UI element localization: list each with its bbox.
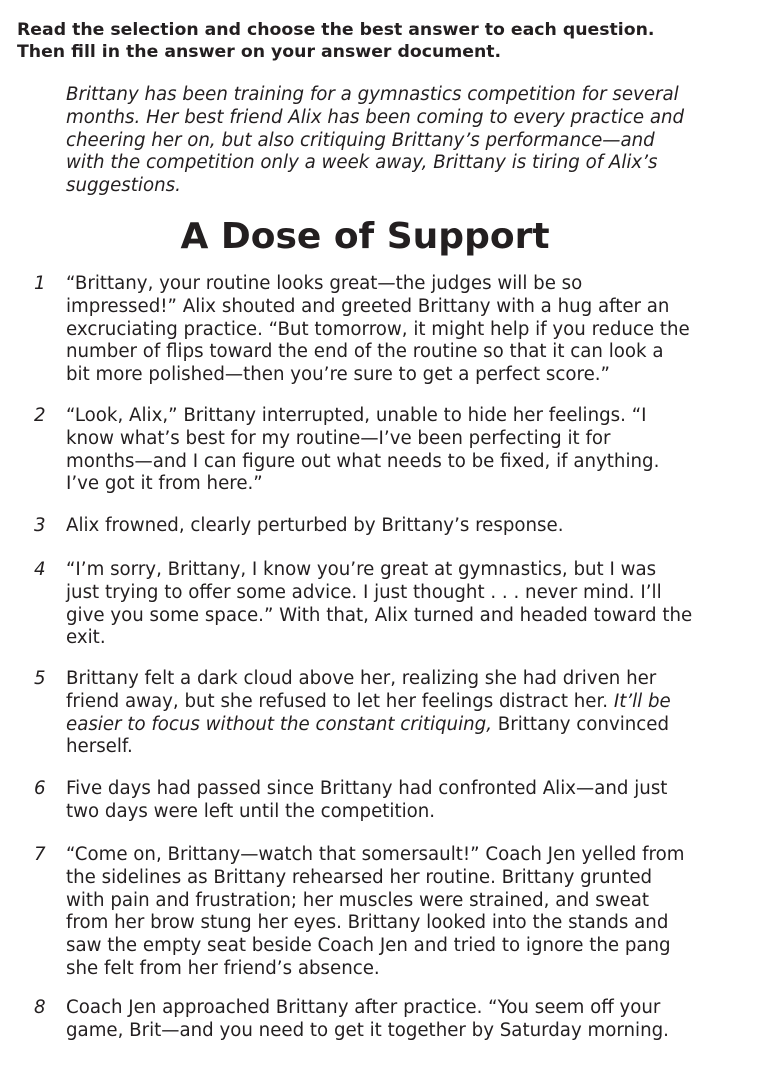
italic-thought: easier to focus without the constant critiquing, (66, 713, 492, 735)
paragraph-number: 7 (34, 844, 46, 865)
paragraph-text (66, 273, 756, 387)
paragraph-line: impressed!” Alix shouted and greeted Brittany with a hug after an (66, 295, 670, 317)
italic-thought: It’ll be (613, 690, 671, 712)
paragraph-line: give you some space.” With that, Alix turned and headed toward the (66, 604, 693, 626)
paragraph-line: excruciating practice. “But tomorrow, it might help if you reduce the (66, 318, 690, 340)
paragraph-number: 8 (34, 997, 46, 1018)
paragraph-line: Five days had passed since Brittany had confronted Alix—and just (66, 778, 668, 799)
paragraph-line: months—and I can figure out what needs to be fixed, if anything. (66, 450, 660, 472)
paragraph-text (66, 668, 756, 759)
paragraph-line: number of flips toward the end of the routine so that it can look a (66, 341, 664, 363)
paragraph-number: 1 (34, 273, 46, 294)
paragraph-text (66, 844, 756, 981)
paragraph-line (66, 714, 756, 737)
paragraph-number: 5 (34, 668, 46, 689)
paragraph-line: exit. (66, 627, 106, 649)
paragraph-line: bit more polished—then you’re sure to get a perfect score.” (66, 364, 610, 386)
intro-line: Brittany has been training for a gymnastics competition for several (66, 84, 679, 105)
paragraph-line-text: Brittany convinced (497, 713, 670, 735)
paragraph-line: with pain and frustration; her muscles were strained, and sweat (66, 889, 650, 911)
intro-line: suggestions. (66, 175, 181, 197)
paragraph-line: “I’m sorry, Brittany, I know you’re great at gymnastics, but I was (66, 559, 657, 580)
paragraph-line: know what’s best for my routine—I’ve been perfecting it for (66, 427, 611, 449)
story-title: A Dose of Support (180, 216, 550, 257)
paragraph-number: 2 (34, 405, 46, 426)
paragraph-line: Coach Jen approached Brittany after practice. “You seem off your (66, 997, 661, 1018)
intro-line: months. Her best friend Alix has been coming to every practice and (66, 106, 685, 128)
paragraph-line: “Look, Alix,” Brittany interrupted, unable to hide her feelings. “I (66, 405, 647, 426)
intro-line: with the competition only a week away, Brittany is tiring of Alix’s (66, 152, 658, 174)
paragraph-line: saw the empty seat beside Coach Jen and tried to ignore the pang (66, 935, 671, 957)
paragraph-line: herself. (66, 736, 133, 758)
paragraph-number: 4 (34, 559, 46, 580)
paragraph-text (66, 997, 756, 1043)
directions (17, 19, 757, 63)
paragraph-line: Alix frowned, clearly perturbed by Brittany’s response. (66, 515, 564, 536)
directions-line: Then fill in the answer on your answer document. (17, 42, 502, 62)
paragraph-line: game, Brit—and you need to get it together by Saturday morning. (66, 1019, 669, 1041)
paragraph-text (66, 405, 756, 496)
paragraph-line: “Come on, Brittany—watch that somersault!” Coach Jen yelled from (66, 844, 685, 865)
paragraph-line: the sidelines as Brittany rehearsed her routine. Brittany grunted (66, 866, 653, 888)
paragraph-line-text: friend away, but she refused to let her feelings distract her. (66, 690, 609, 712)
paragraph-line (66, 691, 756, 714)
paragraph-text (66, 515, 756, 538)
paragraph-number: 3 (34, 515, 46, 536)
paragraph-line: from her brow stung her eyes. Brittany looked into the stands and (66, 912, 669, 934)
paragraph-line: Brittany felt a dark cloud above her, realizing she had driven her (66, 668, 657, 689)
paragraph-text (66, 559, 756, 650)
paragraph-line: two days were left until the competition. (66, 800, 436, 822)
paragraph-line: “Brittany, your routine looks great—the judges will be so (66, 273, 583, 294)
intro-line: cheering her on, but also critiquing Brittany’s performance—and (66, 129, 655, 151)
paragraph-line: I’ve got it from here.” (66, 473, 263, 495)
paragraph-text (66, 778, 756, 824)
paragraph-line: just trying to offer some advice. I just thought . . . never mind. I’ll (66, 581, 662, 603)
paragraph-line: she felt from her friend’s absence. (66, 957, 380, 979)
intro-passage (66, 84, 756, 198)
paragraph-number: 6 (34, 778, 46, 799)
directions-line: Read the selection and choose the best answer to each question. (17, 20, 655, 40)
